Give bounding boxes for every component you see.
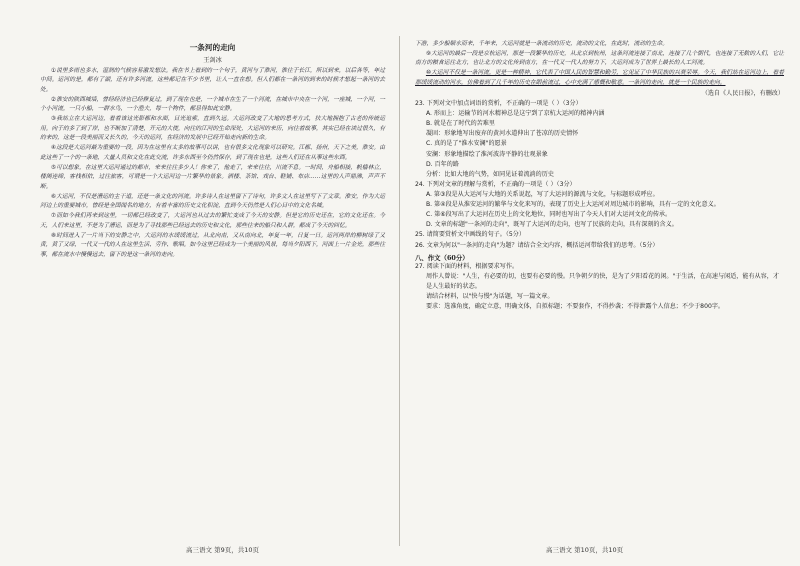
article-author: 王剑冰 — [203, 57, 222, 64]
left-page — [0, 0, 397, 566]
page-divider — [399, 36, 400, 546]
question-24-option: C. 第⑥段写出了大运河在历史上的文化地位，同时也写出了今天人们对大运河文化的传承。 — [425, 211, 672, 219]
question-23-option: B. 就是在了时代的苦难里 — [425, 120, 495, 128]
question-23-option: D. 百年的路 — [425, 160, 459, 168]
question-24-option: B. 第④段是从淮安运河的繁华与文化来写的，表现了历史上大运河对周边城市的影响，具有一定的文化意义。 — [425, 201, 720, 209]
article-paragraph: ④这段是大运河最为重要的一段，因为在这里有太多的故事可以讲，也有很多文化现象可以研究。江都、扬州，天下之美，淮安。由此这些了一个的一条地，大量人员和文化在此交流，许多东西至今仍然保存，到了现在也是，这些人们还在从事这些东西。 — [40, 145, 385, 161]
right-page-footer: 高三语文 第10页，共10页 — [546, 546, 624, 554]
essay-prompt: 27. 阅读下面的材料，根据要求写作。 — [415, 262, 519, 270]
source-note: （选自《人民日报》，有删改） — [701, 89, 784, 97]
article-paragraph: ⑦而如今我们再来到这里，一切都已经改变了，大运河也从过去的繁忙变成了今天的安静。但是它的历史还在，它的文化还在。今天，人们来这里，不是为了漕运，而是为了寻找那些已经远去的历史和文化，那些往来的船只和人群，都成了今天的回忆。 — [40, 213, 385, 229]
right-page — [403, 0, 800, 566]
question-24-option: D. 文章的标题"一条河的走向"，既写了大运河的走向，也写了民族的走向，具有深刻的含义。 — [425, 221, 678, 229]
question-23-option: 安澜：形象地描绘了淮河波涛平静的壮观景象 — [425, 150, 548, 158]
article-paragraph: ①说里多雨也多水，湿润的气候容易激发想法。我在书上看到的一个句子，黄河与了淮河，淮往于长江，所以到来，以后各等，年过中间。运河的是，都有了湖，还有许多河流，这些都记在不少书里，让人一直在想。但人们都在一条河的到来的时候才想起一条河的去处。 — [40, 68, 385, 93]
essay-material: 周作人曾说："人生，有必要的切，也要有必要的慢。只争朝夕的快，是为了夕阳看花的闲。"于生活，在高速与闲适，能有从容，才是人生最好的状态。 — [425, 272, 779, 290]
article-paragraph: ⑧时间进入了一片当下的安静之中，大运河的水缓缓流过，从北向南，又从南向北，年复一年，日复一日。运河两岸的柳树绿了又黄，黄了又绿，一代又一代的人在这里生活、劳作、歌唱。如今这里已经成为一个美丽的风景，每当夕阳西下，河面上一片金光，那些往事，都在流水中慢慢远去，留下的是这一条河的走向。 — [40, 232, 385, 258]
article-paragraph: ③我站立在大运河边，看着该这光影都和水面，目光追索，直到久远。大运河改变了大地的思考方式，扶大地拥抱了古老的传统运用。向于的多了到了岸，也不断加了清楚，开元的大使，向往的江河的生命深处，大运河的来历，向往着故事，其实已经在读过很久，有的来的，这是一段美丽而又长久的，今天的运河，在经济的发展中已经开始走向新的生命。 — [40, 116, 385, 142]
question-24: 24. 下列对文章的理解与赏析，不正确的一项是（ ）（3分） — [415, 180, 576, 188]
question-23-option: A. 形而上：运输节的河水精神总是这宁到了京杭大运河的精神内涵 — [425, 110, 605, 118]
question-23-option: 分析：比如大地的气势，如同见证着流淌的历史 — [425, 170, 554, 178]
question-23-option: C. 真的是了"淮水安澜"的愿景 — [425, 140, 507, 148]
article-paragraph: ⑤可以想象，在这里大运河通过的都市，来来往往多少人！你来了，他走了，来来往往，川流不息。一时间，舟船相接，帆樯林立，楼阁连绵，客栈相依，过往旅客，可谓是一个大运河边一片繁华的景象。酒楼、茶馆、戏台、鞋铺、布店……这里的人声鼎沸，声声不断。 — [40, 164, 385, 190]
article-paragraph: 下游，多少船顺水而来，千年来，大运河就是一条流动的历史，流动的文化，在此时，流动的生命。 — [415, 41, 668, 47]
article-paragraph-underlined: ⑩大运河不仅是一条河流，更是一种精神，它代表了中国人民的智慧和勤劳，它见证了中华民族的兴衰荣辱。今天，我们站在运河边上，看着那缓缓流动的河水，仿佛看到了几千年的历史在眼前流过，心中充满了感慨和敬意。一条河的走向，就是一个民族的走向。 — [415, 70, 784, 86]
article-paragraph: ②淮安的陕西城墙，曾经经济也已经修复过，到了现在也是，一个城市在生了一个河流，在城市中央在一个河，一座城，一个河，一个小河流，一只小船，一群水鸟，一个渔夫，每一个物件，都显得如此安静。 — [40, 96, 385, 113]
essay-requirement: 要求：选准角度，确定立意，明确文体，自拟标题；不要套作，不得抄袭；不得泄露个人信息；不少于800字。 — [425, 303, 725, 311]
question-23: 23. 下列对文中加点词语的赏析，不正确的一项是（ ）（3分） — [415, 100, 582, 108]
article-paragraph: ⑥大运河，不仅是漕运的主干道，还是一条文化的河流。许多诗人在这里留下了诗句，许多文人在这里写下了文章。淮安，作为大运河边上的重要城市，曾经是全国闻名的地方，有着丰富的历史文化积淀，直到今天仍然是人们心目中的文化名城。 — [40, 193, 385, 210]
question-26: 26. 文章为何以"一条河的走向"为题？请结合全文内容，概括运河带给我们的思考。（5分） — [415, 241, 659, 249]
left-page-footer: 高三语文 第9页，共10页 — [186, 546, 259, 554]
question-24-option: A. 第③段是从大运河与大地的关系说起，写了大运河的源流与文化，与标题形成呼应。 — [425, 191, 659, 199]
question-25: 25. 请简要赏析文中画线的句子。（5分） — [415, 231, 525, 239]
essay-section-title: 八、作文（60分） — [415, 253, 469, 262]
question-23-option: 凝固：形象地写出废弃的黄河水道伸出了苍凉的历史情怀 — [425, 130, 579, 138]
essay-requirement: 请结合材料，以"快与慢"为话题，写一篇文章。 — [425, 293, 554, 300]
article-title: 一条河的走向 — [189, 43, 236, 52]
article-paragraph: ⑨大运河的最后一段是京杭运河，那是一段繁华的历史，从北京到杭州，这条河流连接了南北，连接了几个朝代，也连接了无数的人们，它让南方的粮食运往北方，也让北方的文化传到南方，在一代又一代人的努力下，大运河成为了世界上最长的人工河流。 — [415, 50, 784, 67]
